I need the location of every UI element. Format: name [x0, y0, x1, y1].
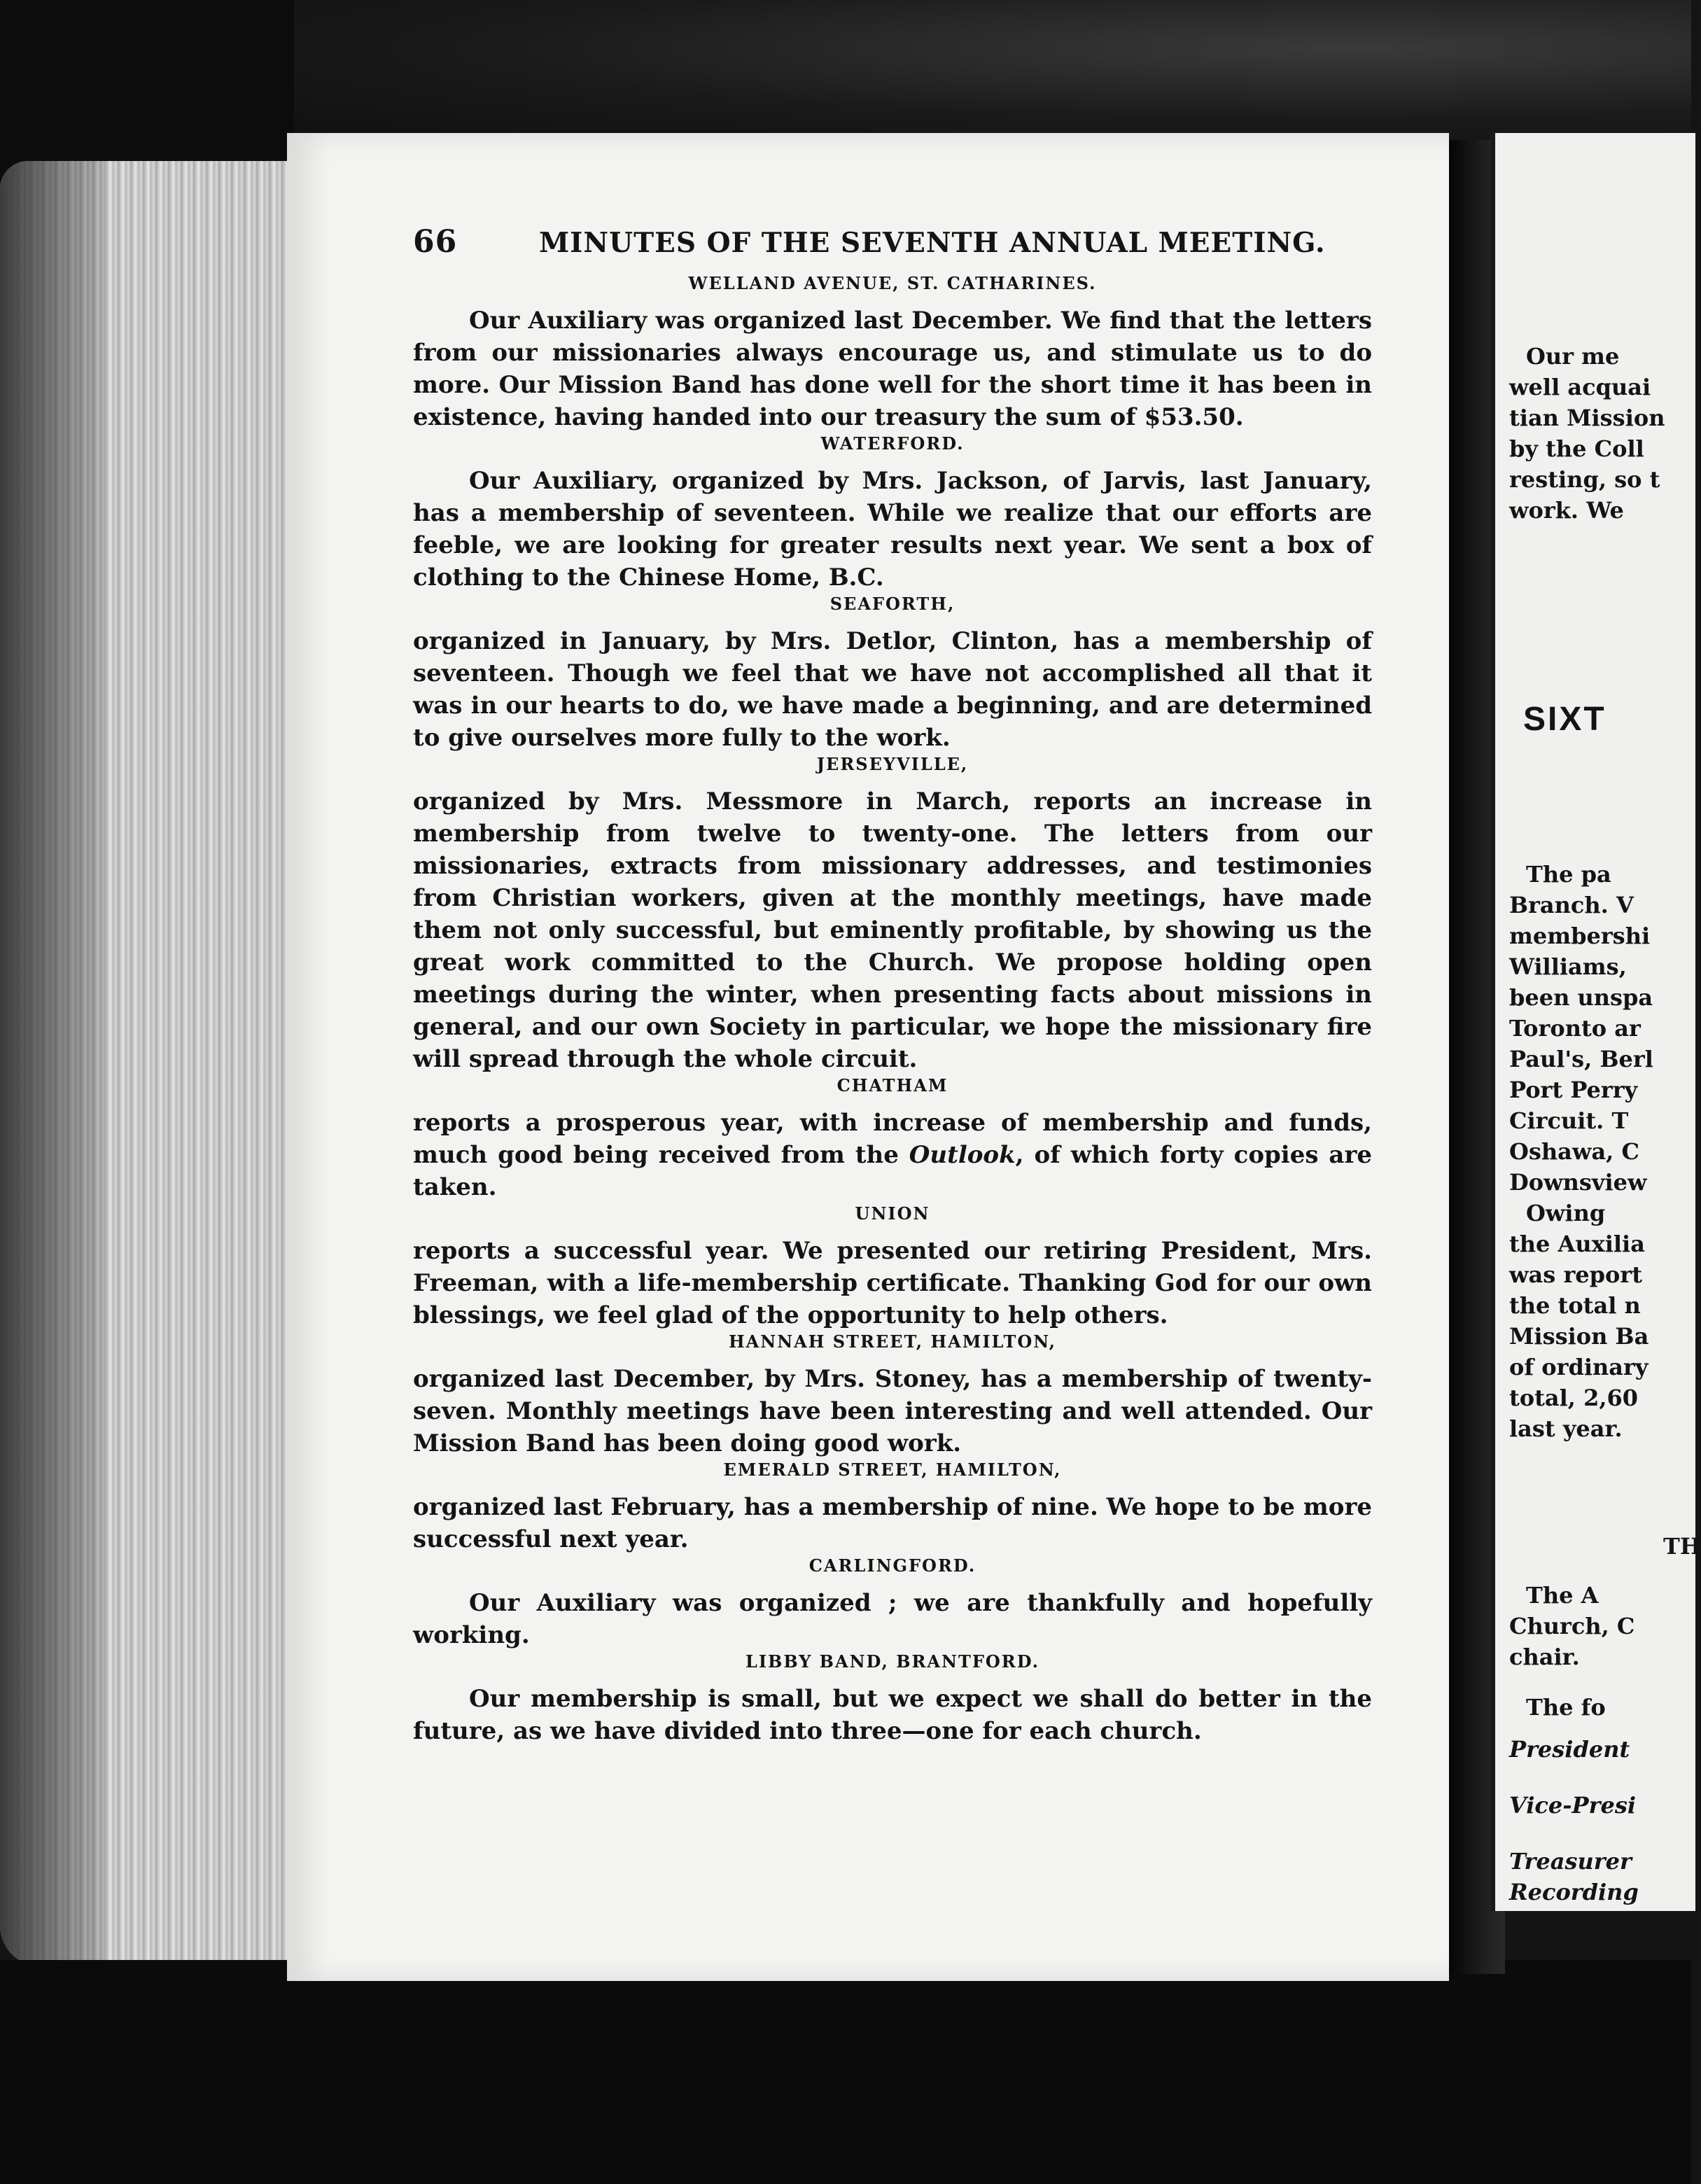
section-text: organized by Mrs. Messmore in March, reports an increase in membership from twelve to twenty-one. The letters from our missionaries, extracts from missionary addresses, and testimonies from Christian workers, given at the monthly meetings, have made them not only successful, but eminently profitable, by showing us the great work committed to the Church. We propose holding open meetings during the winter, when presenting facts about missions in general, and our own Society in particular, we hope the missionary fire will spread through the whole circuit. [413, 788, 1372, 1073]
text-line: Branch. V [1509, 892, 1634, 918]
text-line: was report [1509, 1261, 1643, 1288]
section-text [413, 1107, 1372, 1203]
section-text: organized last February, has a membership of nine. We hope to be more successful next year. [413, 1493, 1372, 1553]
section-title: SEAFORTH, [830, 594, 955, 614]
section-text: Our membership is small, but we expect we shall do better in the future, as we have divided into three—one for each church. [413, 1685, 1372, 1745]
section-title: UNION [855, 1203, 930, 1224]
section-text: reports a successful year. We presented our retiring President, Mrs. Freeman, with a life-membership certificate. Thanking God for our own blessings, we feel glad of the opportunity to help others. [413, 1237, 1372, 1329]
text-line: the Auxilia [1509, 1231, 1645, 1257]
section-seaforth [413, 594, 1372, 754]
text-line: The pa [1526, 861, 1611, 888]
scan-background-bottom [0, 1960, 1691, 2184]
text-line: of ordinary [1509, 1354, 1648, 1380]
text-line: Correspon [1509, 1910, 1639, 1936]
text-line: tian Mission [1509, 405, 1665, 431]
publication-title: Outlook [909, 1141, 1016, 1169]
text-line: resting, so t [1509, 466, 1660, 493]
section-text: Our Auxiliary was organized ; we are thankfully and hopefully working. [413, 1589, 1372, 1649]
section-libby-band [413, 1651, 1372, 1747]
page-number: 66 [413, 224, 458, 260]
section-title: JERSEYVILLE, [816, 754, 969, 774]
text-line: Owing [1526, 1200, 1606, 1226]
book-page-right [1491, 133, 1701, 1936]
section-text-part: reports a prosperous year, with increase of membership and funds, much good being received from the [413, 1109, 1372, 1169]
section-carlingford [413, 1555, 1372, 1651]
section-title: CHATHAM [836, 1075, 948, 1096]
section-title: WATERFORD. [820, 433, 965, 454]
text-line: Toronto ar [1509, 1015, 1641, 1042]
section-title: WELLAND AVENUE, ST. CATHARINES. [688, 273, 1097, 293]
text-line: Downsview [1509, 1169, 1647, 1196]
section-jerseyville [413, 754, 1372, 1075]
text-line: the total n [1509, 1292, 1641, 1319]
text-line: by the Coll [1509, 435, 1644, 462]
scan-background-corner [0, 0, 294, 182]
text-line: been unspa [1509, 984, 1653, 1011]
section-waterford [413, 433, 1372, 594]
text-line: Treasurer [1509, 1848, 1632, 1875]
running-head-title: MINUTES OF THE SEVENTH ANNUAL MEETING. [539, 227, 1326, 259]
book-edge-shadow [0, 161, 105, 1967]
text-line: Our me [1526, 343, 1620, 370]
section-text-part: , of which forty copies are taken. [413, 1141, 1372, 1201]
text-line: Mission Ba [1509, 1323, 1649, 1350]
text-line: Port Perry [1509, 1077, 1638, 1103]
text-line: The A [1526, 1582, 1599, 1609]
section-text: Our Auxiliary was organized last December. We find that the letters from our missionaries always encourage us, and stimulate us to do more. Our Mission Band has done well for the short time it has been in existence, having handed into our treasury the sum of $53.50. [413, 307, 1372, 431]
page-content [413, 224, 1372, 1747]
text-line: President [1509, 1736, 1630, 1763]
right-page-subheading: TH [1663, 1533, 1701, 1560]
section-text: Our Auxiliary, organized by Mrs. Jackson, of Jarvis, last January, has a membership of seventeen. While we realize that our efforts are feeble, we are looking for greater results next year. We sent a box of clothing to the Chinese Home, B.C. [413, 467, 1372, 592]
section-welland-avenue [413, 273, 1372, 433]
section-hannah-street [413, 1331, 1372, 1460]
section-chatham [413, 1075, 1372, 1203]
text-line: Circuit. T [1509, 1107, 1629, 1134]
text-line: well acquai [1509, 374, 1651, 400]
section-title: HANNAH STREET, HAMILTON, [728, 1331, 1056, 1352]
text-line: Church, C [1509, 1613, 1635, 1639]
text-line: Paul's, Berl [1509, 1046, 1653, 1072]
text-line: work. We [1509, 497, 1624, 524]
text-line: chair. [1509, 1644, 1580, 1670]
section-union [413, 1203, 1372, 1331]
text-line: Williams, [1509, 953, 1627, 980]
text-line: Oshawa, C [1509, 1138, 1639, 1165]
text-line: total, 2,60 [1509, 1385, 1639, 1411]
text-line: last year. [1509, 1415, 1623, 1442]
section-title: CARLINGFORD. [808, 1555, 976, 1576]
text-line: Recording [1509, 1879, 1639, 1905]
running-head [413, 224, 1372, 273]
section-title: LIBBY BAND, BRANTFORD. [745, 1651, 1040, 1672]
text-line: membershi [1509, 923, 1651, 949]
right-page-heading: SIXT [1523, 701, 1606, 738]
section-text: organized last December, by Mrs. Stoney, has a membership of twenty-seven. Monthly meetings have been interesting and well attended. Our Mission Band has been doing good work. [413, 1365, 1372, 1457]
section-title: EMERALD STREET, HAMILTON, [723, 1460, 1062, 1480]
section-text: organized in January, by Mrs. Detlor, Clinton, has a membership of seventeen. Though we feel that we have not accomplished all that it was in our hearts to do, we have made a beginning, and are determined to give ourselves more fully to the work. [413, 627, 1372, 752]
text-line: Vice-Presi [1509, 1792, 1636, 1819]
text-line: The fo [1526, 1694, 1606, 1721]
book-page-left [287, 133, 1449, 1981]
section-emerald-street [413, 1460, 1372, 1555]
